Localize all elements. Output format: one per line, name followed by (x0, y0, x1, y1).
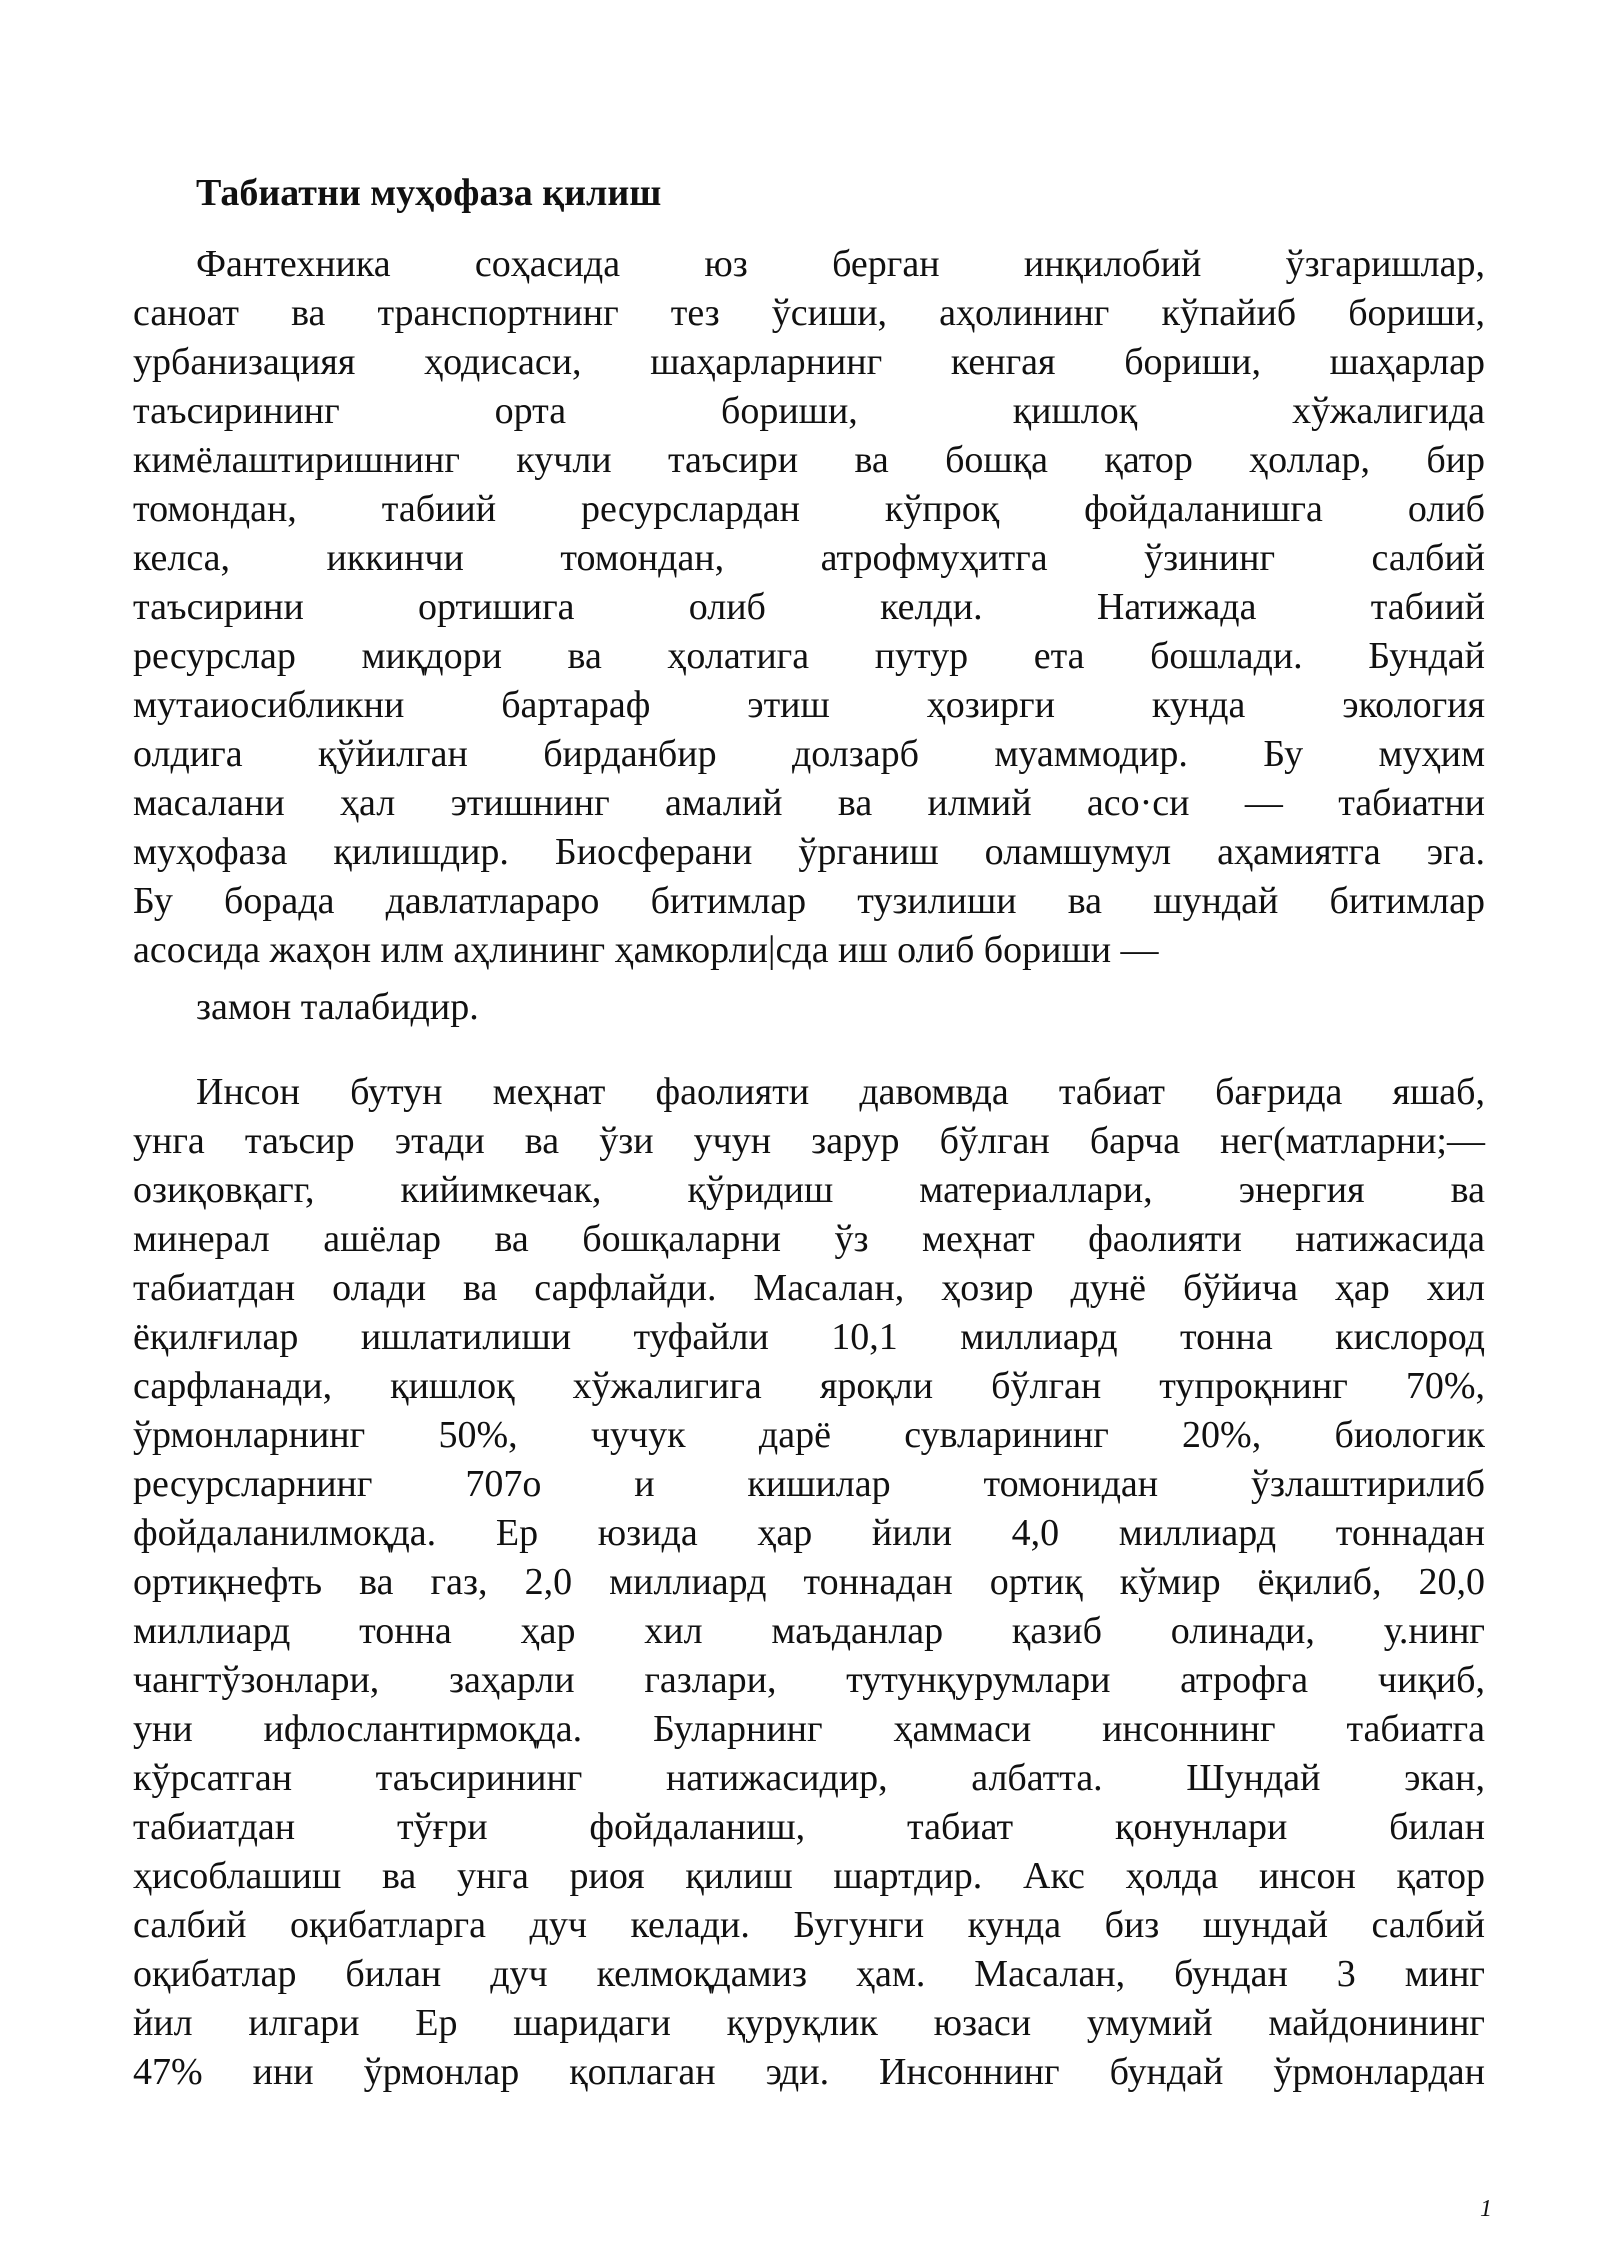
text-line: чангтўзонлари, заҳарли газлари, тутунқурумлари атрофга чиқиб, (133, 1659, 1485, 1701)
text-line: таъсирининг орта бориши, қишлоқ хўжалигида (133, 390, 1485, 432)
text-line: табиатдан олади ва сарфлайди. Масалан, ҳозир дунё бўйича ҳар хил (133, 1267, 1485, 1309)
text-line: кимёлаштиришнинг кучли таъсири ва бошқа қатор ҳоллар, бир (133, 439, 1485, 481)
text-line: унга таъсир этади ва ўзи учун зарур бўлган барча нег(матларни;— (133, 1120, 1485, 1162)
text-line: ресурсларнинг 707о и кишилар томонидан ўзлаштирилиб (133, 1463, 1485, 1505)
text-line: мутаиосибликни бартараф этиш ҳозирги кунда экология (133, 684, 1485, 726)
text-line: табиатдан тўғри фойдаланиш, табиат қонунлари билан (133, 1806, 1485, 1848)
text-line: масалани ҳал этишнинг амалий ва илмий асо·си — табиатни (133, 782, 1485, 824)
text-line: сарфланади, қишлоқ хўжалигига яроқли бўлган тупроқнинг 70%, (133, 1365, 1485, 1407)
text-line: саноат ва транспортнинг тез ўсиши, аҳолининг кўпайиб бориши, (133, 292, 1485, 334)
text-line: ўрмонларнинг 50%, чучук дарё сувларининг 20%, биологик (133, 1414, 1485, 1456)
text-line: ҳисоблашиш ва унга риоя қилиш шартдир. Акс ҳолда инсон қатор (133, 1855, 1485, 1897)
text-line: Фантехника соҳасида юз берган инқилобий ўзгаришлар, (196, 243, 1485, 285)
page-number: 1 (1480, 2196, 1492, 2222)
text-line: миллиард тонна ҳар хил маъданлар қазиб олинади, у.нинг (133, 1610, 1485, 1652)
text-line: муҳофаза қилишдир. Биосферани ўрганиш оламшумул аҳамиятга эга. (133, 831, 1485, 873)
text-line: Бу борада давлатлараро битимлар тузилиши ва шундай битимлар (133, 880, 1485, 922)
text-line: оқибатлар билан дуч келмоқдамиз ҳам. Масалан, бундан 3 минг (133, 1953, 1485, 1995)
text-line: урбанизацияя ҳодисаси, шаҳарларнинг кенгая бориши, шаҳарлар (133, 341, 1485, 383)
text-line: ортиқнефть ва газ, 2,0 миллиард тоннадан ортиқ кўмир ёқилиб, 20,0 (133, 1561, 1485, 1603)
text-line: замон талабидир. (196, 986, 479, 1028)
text-line: 47% ини ўрмонлар қоплаган эди. Инсоннинг бундай ўрмонлардан (133, 2051, 1485, 2093)
text-line: таъсирини ортишига олиб келди. Натижада табиий (133, 586, 1485, 628)
text-line: йил илгари Ер шаридаги қуруқлик юзаси умумий майдонининг (133, 2002, 1485, 2044)
text-line: Инсон бутун меҳнат фаолияти давомвда табиат бағрида яшаб, (196, 1071, 1485, 1113)
text-line: минерал ашёлар ва бошқаларни ўз меҳнат фаолияти натижасида (133, 1218, 1485, 1260)
text-line: ёқилғилар ишлатилиши туфайли 10,1 миллиард тонна кислород (133, 1316, 1485, 1358)
text-line: уни ифлослантирмоқда. Буларнинг ҳаммаси инсоннинг табиатга (133, 1708, 1485, 1750)
text-line: кўрсатган таъсирининг натижасидир, албатта. Шундай экан, (133, 1757, 1485, 1799)
text-line: олдига қўйилган бирданбир долзарб муаммодир. Бу муҳим (133, 733, 1485, 775)
text-line: озиқовқагг, кийимкечак, қўридиш материаллари, энергия ва (133, 1169, 1485, 1211)
text-line: салбий оқибатларга дуч келади. Бугунги кунда биз шундай салбий (133, 1904, 1485, 1946)
text-line: томондан, табиий ресурслардан кўпроқ фойдаланишга олиб (133, 488, 1485, 530)
document-title: Табиатни муҳофаза қилиш (196, 172, 662, 214)
text-line: келса, иккинчи томондан, атрофмуҳитга ўзининг салбий (133, 537, 1485, 579)
text-line: фойдаланилмоқда. Ер юзида ҳар йили 4,0 миллиард тоннадан (133, 1512, 1485, 1554)
text-line: ресурслар миқдори ва ҳолатига путур ета бошлади. Бундай (133, 635, 1485, 677)
text-line: асосида жаҳон илм аҳлининг ҳамкорли|сда иш олиб бориши — (133, 929, 1159, 971)
